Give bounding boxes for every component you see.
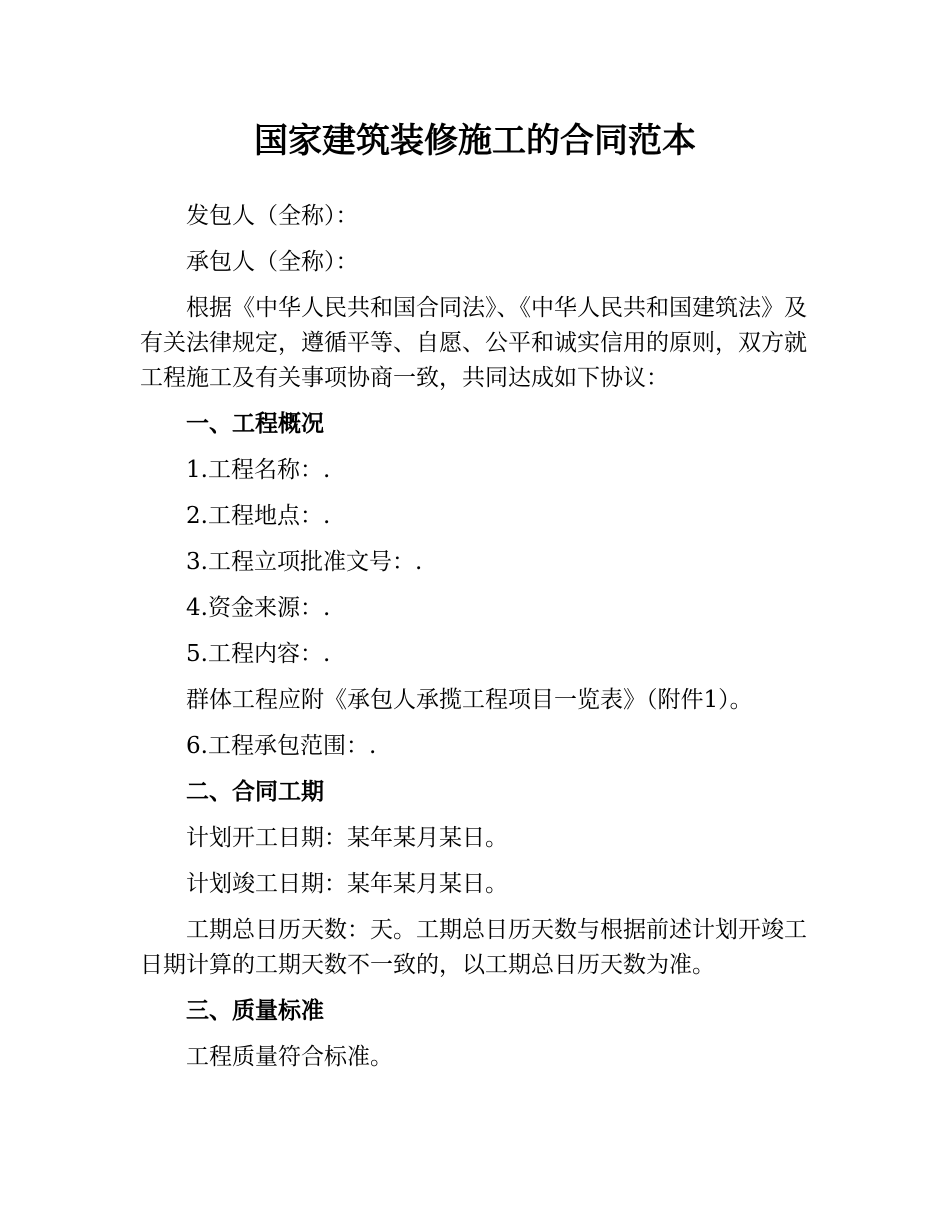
approval-number-line: 3.工程立项批准文号：.: [186, 549, 423, 575]
document-title: 国家建筑装修施工的合同范本: [254, 121, 696, 161]
planned-completion-line: 计划竣工日期：某年某月某日。: [186, 871, 508, 897]
planned-start-line: 计划开工日期：某年某月某日。: [186, 825, 508, 851]
party-a-line: 发包人（全称）：: [186, 203, 359, 229]
project-content-line: 5.工程内容：.: [186, 641, 331, 667]
section-heading-period: 二、合同工期: [186, 779, 324, 805]
quality-standard-line: 工程质量符合标准。: [186, 1044, 393, 1070]
section-heading-overview: 一、工程概况: [186, 411, 324, 437]
contract-scope-line: 6.工程承包范围：.: [186, 733, 377, 759]
project-name-line: 1.工程名称：.: [186, 457, 331, 483]
total-days-paragraph: 工期总日历天数：天。工期总日历天数与根据前述计划开竣工日期计算的工期天数不一致的，以工期总日历天数为准。: [140, 917, 807, 978]
funding-source-line: 4.资金来源：.: [186, 595, 331, 621]
preamble-paragraph: 根据《中华人民共和国合同法》、《中华人民共和国建筑法》及有关法律规定，遵循平等、自愿、公平和诚实信用的原则，双方就工程施工及有关事项协商一致，共同达成如下协议：: [140, 295, 807, 391]
party-b-line: 承包人（全称）：: [186, 249, 359, 275]
project-location-line: 2.工程地点：.: [186, 503, 331, 529]
document-body: [140, 199, 820, 1086]
attachment-note-paragraph: 群体工程应附《承包人承揽工程项目一览表》（附件1）。: [186, 687, 753, 713]
section-heading-quality: 三、质量标准: [186, 998, 324, 1024]
